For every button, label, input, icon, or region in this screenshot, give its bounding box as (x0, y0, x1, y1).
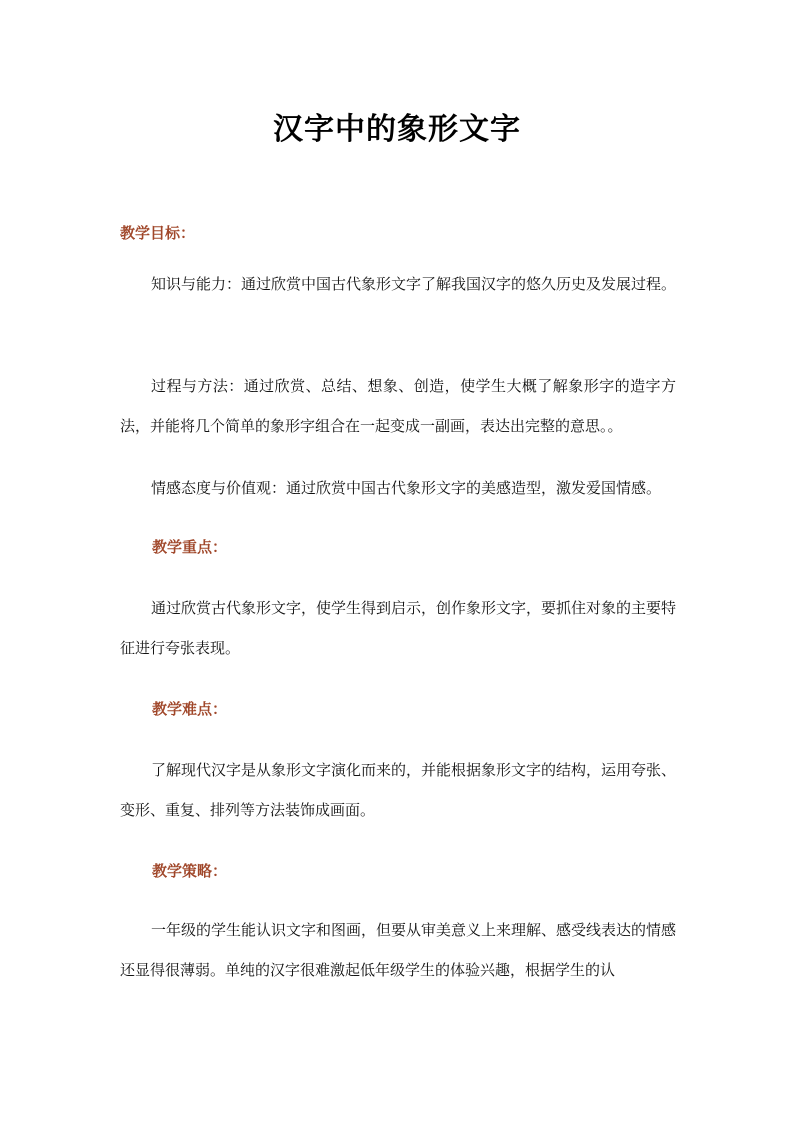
document-title: 汉字中的象形文字 (273, 112, 521, 147)
strategy-heading: 教学策略： (152, 862, 228, 880)
key-points-heading: 教学重点： (152, 538, 228, 556)
key-points-paragraph: 通过欣赏古代象形文字，使学生得到启示，创作象形文字，要抓住对象的主要特征进行夸张表现。 (120, 599, 677, 657)
objective-knowledge-paragraph: 知识与能力：通过欣赏中国古代象形文字了解我国汉字的悠久历史及发展过程。 (151, 275, 677, 293)
objective-emotion-paragraph: 情感态度与价值观：通过欣赏中国古代象形文字的美感造型，激发爱国情感。 (151, 479, 662, 497)
objectives-heading: 教学目标： (120, 224, 196, 242)
objective-process-paragraph: 过程与方法：通过欣赏、总结、想象、创造，使学生大概了解象形字的造字方法，并能将几个简单的象形字组合在一起变成一副画，表达出完整的意思。。 (120, 377, 676, 435)
strategy-paragraph: 一年级的学生能认识文字和图画，但要从审美意义上来理解、感受线表达的情感还显得很薄弱。单纯的汉字很难激起低年级学生的体验兴趣，根据学生的认 (120, 921, 677, 979)
difficulties-heading: 教学难点： (152, 700, 228, 718)
difficulties-paragraph: 了解现代汉字是从象形文字演化而来的，并能根据象形文字的结构，运用夸张、变形、重复、排列等方法装饰成画面。 (120, 761, 677, 819)
